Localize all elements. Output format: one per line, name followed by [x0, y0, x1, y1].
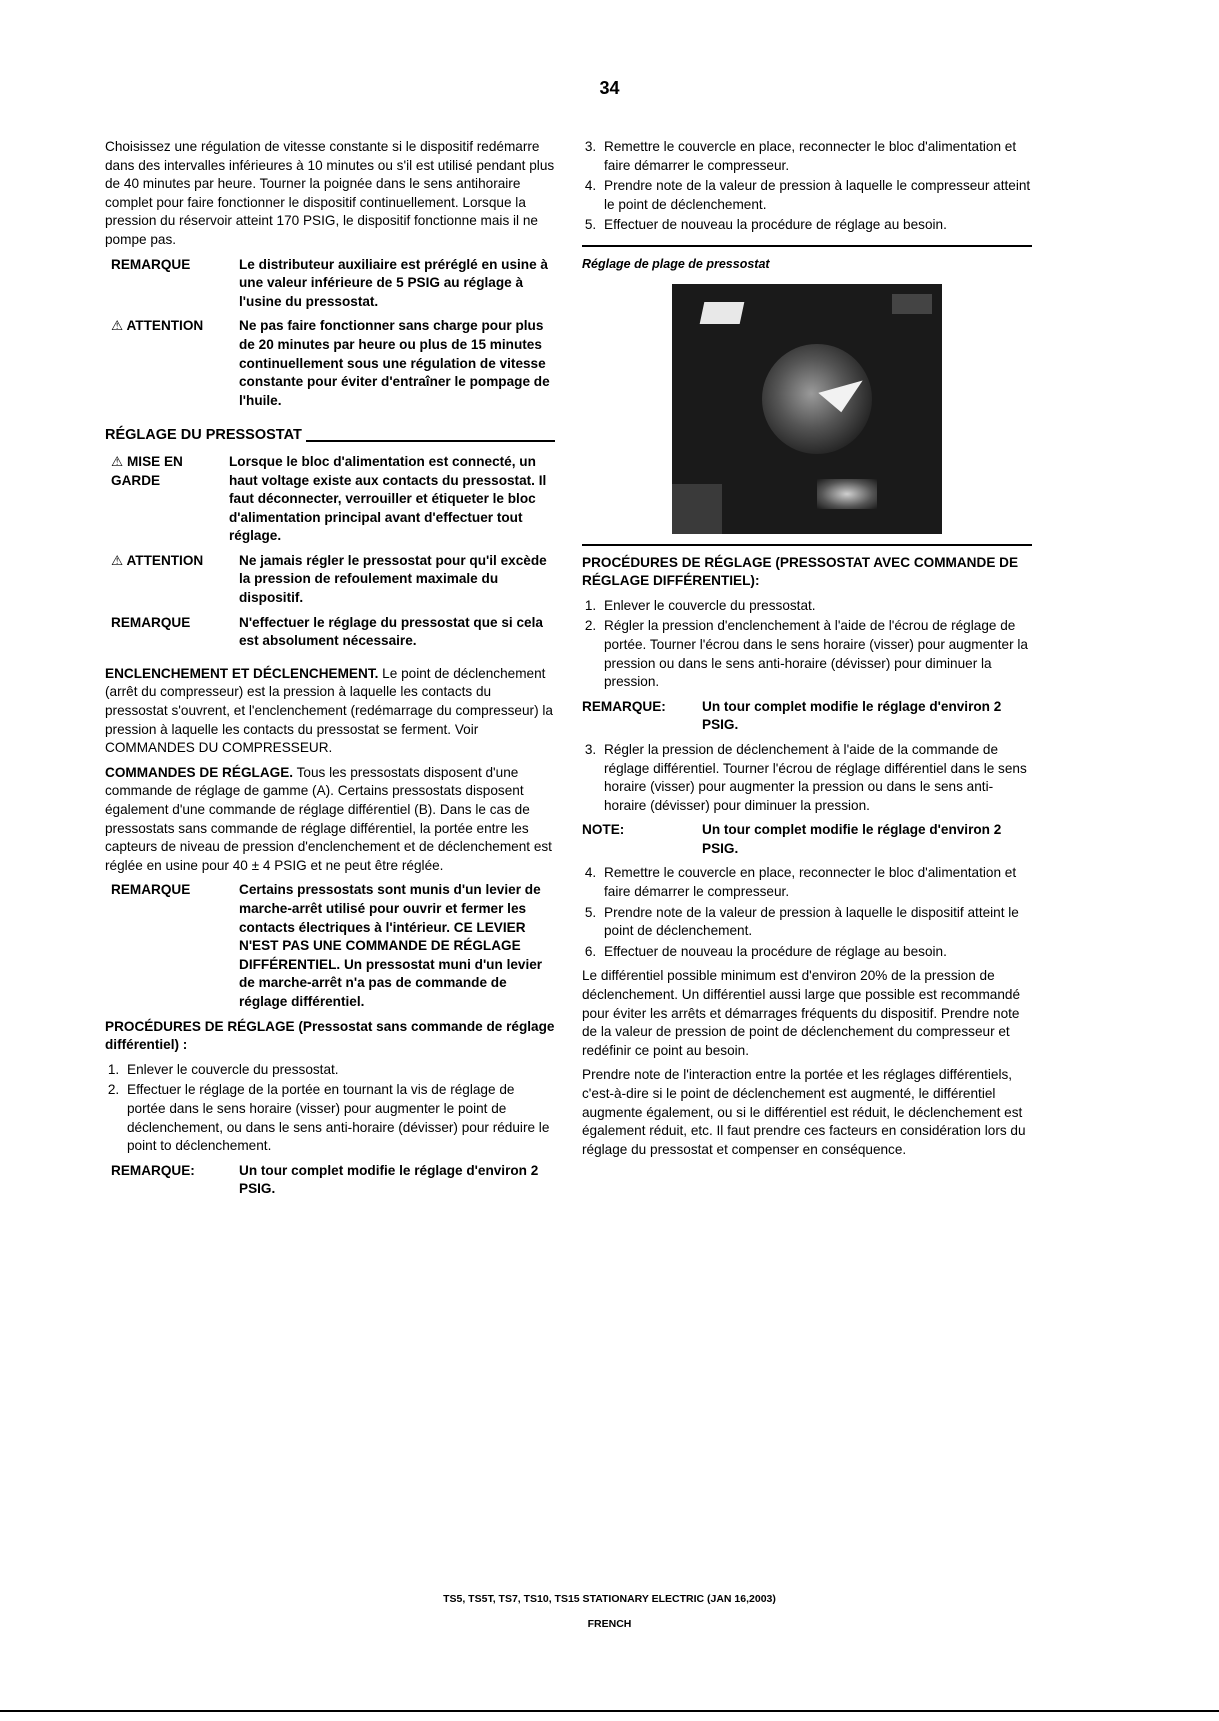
- note-on-off-lever: [105, 881, 555, 1011]
- procedure-step: 3. Remettre le couvercle en place, reconnecter le bloc d'alimentation et faire démarrer le compresseur.: [600, 138, 1032, 175]
- procedure-title: PROCÉDURES DE RÉGLAGE (Pressostat sans commande de réglage différentiel) :: [105, 1018, 555, 1053]
- enclenchement-body: Le point de déclenchement (arrêt du compresseur) est la pression à laquelle les contacts du pressostat s'ouvrent, et l'enclenchement (redémarrage du compresseur) la pression à laquelle les contacts du pressostat se ferment. Voir COMMANDES DU COMPRESSEUR.: [105, 665, 553, 756]
- enclenchement-paragraph: [105, 665, 555, 758]
- note-label: NOTE:: [582, 822, 625, 838]
- footer-model-line: TS5, TS5T, TS7, TS10, TS15 STATIONARY ELECTRIC (JAN 16,2003): [443, 1593, 776, 1605]
- procedure-steps-continued: [582, 138, 1032, 235]
- procedure-step: 1. Enlever le couvercle du pressostat.: [600, 597, 1032, 616]
- section-title-rule: [306, 440, 555, 442]
- caution-text: Ne pas faire fonctionner sans charge pour plus de 20 minutes par heure ou plus de 15 minutes continuellement sous une régulation de vitesse constante pour éviter d'entraîner le pompage de l'huile.: [239, 318, 550, 408]
- note-one-turn: [105, 1162, 555, 1199]
- figure-caption: Réglage de plage de pressostat: [582, 256, 770, 271]
- footer-language: FRENCH: [587, 1618, 632, 1630]
- note-text: Un tour complet modifie le réglage d'environ 2 PSIG.: [239, 1162, 539, 1197]
- caution-label: ⚠ ATTENTION: [111, 318, 204, 334]
- warning-text: Lorsque le bloc d'alimentation est connecté, un haut voltage existe aux contacts du pressostat. Il faut déconnecter, verrouiller et étiqueter le bloc d'alimentation principal avant d'effectuer tout réglage.: [229, 453, 547, 544]
- divider: [582, 245, 1032, 247]
- note-label: REMARQUE: [111, 256, 191, 272]
- commandes-body: Tous les pressostats disposent d'une commande de réglage de gamme (A). Certains pressostats disposent également d'une commande de réglage différentiel (B). Dans le cas de pressostats sans commande de réglage différentiel, la portée entre les capteurs de niveau de pression d'enclenchement et de déclenchement est réglée en usine pour 40 ± 4 PSIG et ne peut être réglée.: [105, 764, 552, 873]
- note-one-turn: [582, 821, 1032, 858]
- procedure-step: 4. Prendre note de la valeur de pression à laquelle le compresseur atteint le point de déclenchement.: [600, 177, 1032, 214]
- intro-paragraph: Choisissez une régulation de vitesse constante si le dispositif redémarre dans des intervalles inférieures à 10 minutes ou s'il est utilisé pendant plus de 40 minutes par heure. Tourner la poignée dans le sens antihoraire complet pour faire fonctionner le dispositif continuellement. Lorsque la pression du réservoir atteint 170 PSIG, le dispositif fonctionne mais il ne pompe pas.: [105, 139, 555, 247]
- procedure-step: 4. Remettre le couvercle en place, reconnecter le bloc d'alimentation et faire démarrer le compresseur.: [600, 864, 1032, 901]
- caution-no-load: [105, 317, 555, 410]
- procedure-step: 2. Régler la pression d'enclenchement à l'aide de l'écrou de réglage de portée. Tourner l'écrou dans le sens horaire (visser) pour augmenter la pression ou dans le sens anti-horaire (dévisser) pour diminuer la pression.: [600, 617, 1032, 691]
- note-text: Un tour complet modifie le réglage d'environ 2 PSIG.: [702, 822, 1002, 856]
- note-label: REMARQUE: [111, 614, 191, 630]
- commandes-lead: COMMANDES DE RÉGLAGE.: [105, 764, 294, 780]
- enclenchement-lead: ENCLENCHEMENT ET DÉCLENCHEMENT.: [105, 665, 379, 681]
- note-auxiliary-valve: [105, 256, 555, 312]
- procedure-steps: [105, 1061, 555, 1156]
- note-text: Un tour complet modifie le réglage d'environ 2 PSIG.: [702, 698, 1002, 733]
- warning-label: ⚠ MISE EN GARDE: [111, 453, 183, 488]
- note-only-if-necessary: [105, 614, 555, 651]
- procedure-step: 1. Enlever le couvercle du pressostat.: [123, 1061, 555, 1080]
- procedure-step: 6. Effectuer de nouveau la procédure de réglage au besoin.: [600, 943, 1032, 962]
- procedure-step: 5. Effectuer de nouveau la procédure de réglage au besoin.: [600, 216, 1032, 235]
- warning-high-voltage: [105, 453, 555, 546]
- page-number: 34: [599, 78, 620, 98]
- interaction-paragraph: Prendre note de l'interaction entre la portée et les réglages différentiels, c'est-à-dire si le point de déclenchement est augmenté, le différentiel augmente également, ou si le différentiel est réduit, le déclenchement est également réduit, etc. Il faut prendre ces facteurs en considération lors du réglage du pressostat et compenser en conséquence.: [582, 1067, 1026, 1157]
- procedure-step: 3. Régler la pression de déclenchement à l'aide de la commande de réglage différentiel. Tourner l'écrou de réglage différentiel dans le sens horaire (visser) pour augmenter la pression ou dans le sens anti-horaire (dévisser) pour diminuer la pression.: [600, 741, 1032, 815]
- pressure-switch-photo: [672, 284, 942, 534]
- left-column: [105, 138, 555, 1205]
- caution-label: ⚠ ATTENTION: [111, 552, 204, 568]
- section-title: [105, 426, 555, 445]
- procedure-steps-differential: [582, 741, 1032, 815]
- note-text: Certains pressostats sont munis d'un levier de marche-arrêt utilisé pour ouvrir et fermer les contacts électriques à l'intérieur. CE LEVIER N'EST PAS UNE COMMANDE DE RÉGLAGE DIFFÉRENTIEL. Un pressostat muni d'un levier de marche-arrêt n'a pas de commande de réglage différentiel.: [239, 882, 543, 1009]
- note-label: REMARQUE:: [111, 1162, 195, 1178]
- differential-paragraph: Le différentiel possible minimum est d'environ 20% de la pression de déclenchement. Un différentiel aussi large que possible est recommandé pour éviter les arrêts et démarrages fréquents du dispositif. Prendre note de la valeur de pression de point de déclenchement du compresseur et redéfinir ce point au besoin.: [582, 968, 1021, 1058]
- figure: [582, 284, 1032, 534]
- procedure-step: 2. Effectuer le réglage de la portée en tournant la vis de réglage de portée dans le sens horaire (visser) pour augmenter le point de déclenchement, ou dans le sens anti-horaire (dévisser) pour réduire le point to déclenchement.: [123, 1081, 555, 1155]
- caution-max-pressure: [105, 552, 555, 608]
- bottom-rule: [0, 1710, 1219, 1712]
- procedure-step: 5. Prendre note de la valeur de pression à laquelle le dispositif atteint le point de déclenchement.: [600, 904, 1032, 941]
- note-text: N'effectuer le réglage du pressostat que si cela est absolument nécessaire.: [239, 614, 543, 649]
- note-label: REMARQUE: [111, 882, 191, 898]
- note-one-turn: [582, 698, 1032, 735]
- procedure-title-differential: PROCÉDURES DE RÉGLAGE (PRESSOSTAT AVEC COMMANDE DE RÉGLAGE DIFFÉRENTIEL):: [582, 554, 1019, 589]
- procedure-steps-differential: [582, 864, 1032, 961]
- note-label: REMARQUE:: [582, 698, 666, 714]
- divider: [582, 544, 1032, 546]
- caution-text: Ne jamais régler le pressostat pour qu'il excède la pression de refoulement maximale du dispositif.: [239, 552, 547, 606]
- right-column: [582, 138, 1032, 1165]
- section-title-text: RÉGLAGE DU PRESSOSTAT: [105, 427, 302, 444]
- commandes-paragraph: [105, 764, 555, 876]
- procedure-steps-differential: [582, 597, 1032, 692]
- note-text: Le distributeur auxiliaire est préréglé en usine à une valeur inférieure de 5 PSIG au réglage à l'usine du pressostat.: [239, 256, 548, 309]
